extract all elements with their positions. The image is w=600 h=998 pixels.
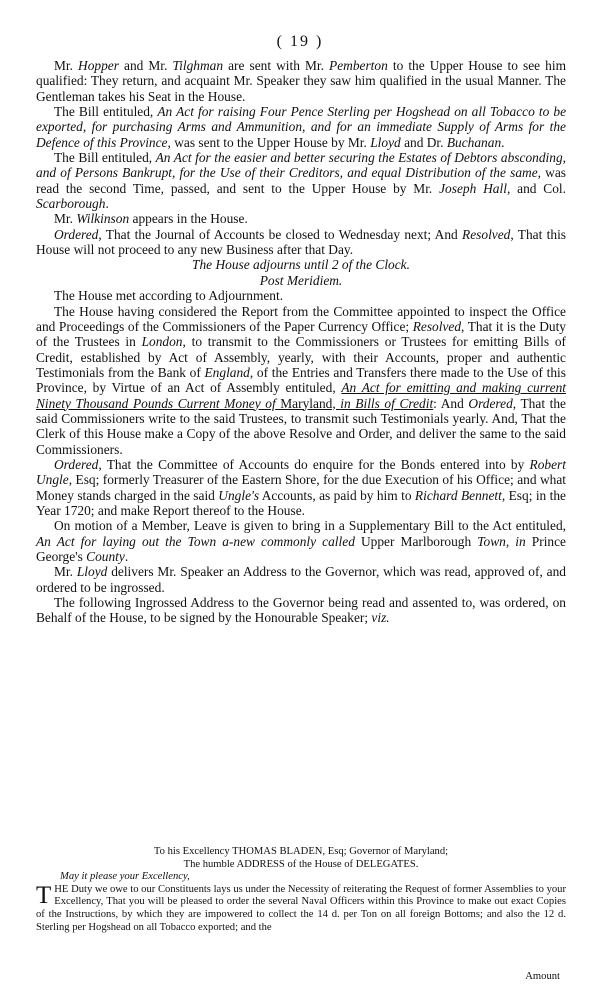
text-run: The House adjourns until 2 of the Clock. — [192, 257, 410, 273]
text-run: Richard Bennett — [414, 487, 502, 503]
address-heading-recipient: To his Excellency THOMAS BLADEN, Esq; Governor of Maryland; — [153, 846, 449, 857]
text-run: delivers Mr. Speaker an Address to the Governor, which was read, approved of, and ordered to be ingrossed. — [36, 564, 566, 595]
text-run: An Act for laying out the Town a-new commonly called — [36, 533, 355, 549]
text-run: : And — [433, 395, 469, 411]
drop-cap: T — [36, 881, 52, 909]
text-run: Robert Ungle — [36, 456, 566, 488]
text-run: in Bills of Credit — [340, 395, 434, 411]
journal-paragraph — [36, 457, 566, 518]
text-run: Mr. — [54, 211, 77, 227]
journal-paragraph — [36, 304, 566, 457]
text-run: . — [105, 196, 109, 212]
page-number: ( 19 ) — [276, 33, 324, 50]
text-run: Lloyd — [76, 564, 108, 580]
text-run: , That it is the Duty of the Trustees in — [36, 318, 566, 350]
text-run: Hopper — [78, 58, 119, 73]
text-run: , Esq; formerly Treasurer of the Eastern Shore, for the due Execution of his Office; and what Money stands charged in the said — [36, 472, 566, 503]
text-run: , Esq; in the Year 1720; and make Report thereof to the House. — [36, 487, 566, 518]
journal-paragraph — [36, 227, 566, 258]
journal-paragraph — [36, 564, 566, 595]
text-run: , That the Committee of Accounts do enquire for the Bonds entered into by — [98, 456, 530, 472]
text-run: , That the said Commissioners write to the said Trustees, to transmit such Testimonials yearly. And, That the Clerk of this House make a Copy of the above Resolve and Order, and deliver the same to the said Commissioners. — [36, 395, 566, 457]
text-run: Pemberton — [329, 58, 388, 73]
journal-paragraph — [36, 104, 566, 150]
text-run: Resolved — [462, 226, 511, 242]
text-run: , That the Journal of Accounts be closed to Wednesday next; And — [98, 226, 463, 242]
text-run: , and Col. — [506, 180, 566, 196]
text-run: Prince George's — [36, 533, 567, 564]
address-salutation: May it please your Excellency, — [60, 871, 190, 883]
text-run: County — [86, 549, 125, 564]
text-run: are sent with Mr. — [223, 58, 330, 73]
address-body — [36, 881, 566, 934]
journal-paragraph — [36, 518, 566, 564]
text-run: Ungle's — [218, 487, 260, 503]
text-run: Ordered — [54, 456, 99, 472]
journal-paragraph — [36, 211, 566, 226]
text-run: and Mr. — [118, 58, 173, 73]
text-run: was sent to the Upper House by Mr. — [170, 134, 371, 150]
text-run: The House met according to Adjournment. — [54, 288, 284, 304]
journal-body — [36, 58, 566, 626]
text-run: The following Ingrossed Address to the Governor being read and assented to, was ordered, on Behalf of the House, to be signed by the Honourable Speaker; — [36, 595, 566, 626]
journal-paragraph — [36, 595, 566, 626]
text-run: and Dr. — [400, 134, 447, 150]
text-run: , to transmit to the Commissioners or Trustees for emitting Bills of Credit, established by Act of Assembly, yearly, with their Accounts, proper and authentic Testimonials from the Bank of — [36, 334, 566, 380]
text-run: Mr. — [54, 58, 79, 73]
text-run: viz. — [371, 610, 390, 626]
text-run: Upper Marlborough — [354, 533, 478, 549]
address-body-text: HE Duty we owe to our Constituents lays us under the Necessity of reiterating the Request of former Assemblies to your Excellency, That you will be pleased to order the several Naval Officers within this Province to make out exact Copies of the Instructions, by which they are impowered to collect the 14 d. per Ton on all foreign Bottoms; and also the 12 d. Sterling per Hogshead on all Tobacco exported; and the — [36, 883, 566, 933]
catchword: Amount — [525, 971, 560, 982]
text-run: Mr. — [54, 564, 77, 580]
text-run: Joseph Hall — [439, 180, 507, 196]
text-run: Lloyd — [370, 134, 401, 150]
text-run: . — [124, 549, 129, 564]
text-run: Wilkinson — [76, 211, 130, 227]
text-run: , of the Entries and Transfers there made to the Use of this Province, by Virtue of an Act of Assembly entituled, — [36, 364, 566, 396]
journal-paragraph — [36, 150, 566, 211]
text-run: Maryland, — [275, 395, 341, 411]
text-run: The Bill entituled, — [54, 104, 158, 120]
text-run: . — [501, 134, 505, 150]
text-run: London — [141, 334, 183, 350]
text-run: England — [204, 364, 250, 380]
text-run: Buchanan — [446, 134, 502, 150]
text-run: Tilghman — [172, 58, 224, 73]
text-run: Resolved — [412, 318, 462, 334]
text-run: An Act for emitting and making current Ninety Thousand Pounds Current Money of — [36, 380, 566, 411]
text-run: to the Upper House to see him qualified: They return, and acquaint Mr. Speaker they saw him qualified in the usual Manner. The Gentleman takes his Seat in the House. — [36, 58, 566, 104]
text-run: Ordered — [468, 395, 513, 411]
journal-paragraph — [36, 288, 566, 303]
text-run: Accounts, as paid by him to — [259, 487, 415, 503]
text-run: The Bill entituled, — [54, 150, 156, 166]
address-heading-title: The humble ADDRESS of the House of DELEGATES. — [183, 858, 419, 870]
text-run: , That this House will not proceed to any new Business after that Day. — [36, 226, 567, 258]
text-run: The House having considered the Report from the Committee appointed to inspect the Office and Proceedings of the Commissioners of the Paper Currency Office; — [36, 303, 566, 334]
text-run: Scarborough — [36, 196, 106, 212]
text-run: Town, in — [477, 533, 526, 549]
text-run: appears in the House. — [129, 211, 248, 227]
text-run: was read the second Time, passed, and sent to the Upper House by Mr. — [36, 165, 566, 196]
text-run: Ordered — [54, 226, 99, 242]
text-run: An Act for the easier and better securing the Estates of Debtors absconding, and of Persons Bankrupt, for the Use of their Creditors, and equal Distribution of the same, — [36, 150, 566, 181]
address-section — [36, 846, 566, 934]
centered-heading — [36, 257, 566, 272]
journal-paragraph — [36, 58, 566, 104]
text-run: An Act for raising Four Pence Sterling per Hogshead on all Tobacco to be exported, for purchasing Arms and Ammunition, and for an immediate Supply of Arms for the Defence of this Province, — [36, 104, 567, 150]
text-run: Post Meridiem. — [259, 272, 343, 288]
centered-heading — [36, 273, 566, 288]
text-run: On motion of a Member, Leave is given to bring in a Supplementary Bill to the Act entituled, — [54, 518, 566, 534]
